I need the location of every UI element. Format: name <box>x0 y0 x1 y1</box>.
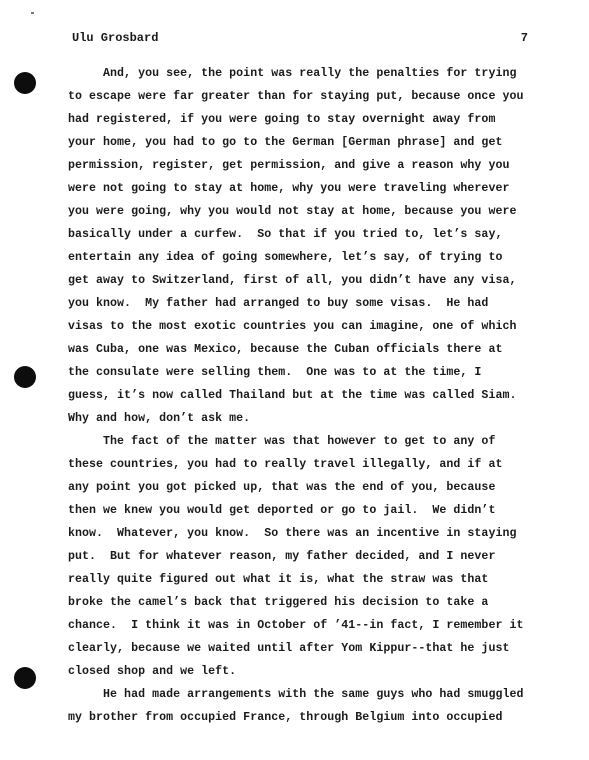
text-line: clearly, because we waited until after Yom Kippur--that he just <box>68 642 510 655</box>
punch-hole-bottom <box>14 667 36 689</box>
text-line: entertain any idea of going somewhere, let’s say, of trying to <box>68 251 503 264</box>
text-line: get away to Switzerland, first of all, you didn’t have any visa, <box>68 274 517 287</box>
scan-speck <box>31 12 34 14</box>
text-line: these countries, you had to really travel illegally, and if at <box>68 458 503 471</box>
text-line: know. Whatever, you know. So there was an incentive in staying <box>68 527 517 540</box>
text-line: broke the camel’s back that triggered his decision to take a <box>68 596 489 609</box>
page-header <box>72 31 528 49</box>
text-line: visas to the most exotic countries you can imagine, one of which <box>68 320 517 333</box>
text-line: any point you got picked up, that was the end of you, because <box>68 481 496 494</box>
text-line: you know. My father had arranged to buy some visas. He had <box>68 297 489 310</box>
punch-hole-middle <box>14 366 36 388</box>
text-line: put. But for whatever reason, my father decided, and I never <box>68 550 496 563</box>
punch-hole-top <box>14 72 36 94</box>
text-line: you were going, why you would not stay at home, because you were <box>68 205 517 218</box>
text-line: guess, it’s now called Thailand but at the time was called Siam. <box>68 389 517 402</box>
text-line: was Cuba, one was Mexico, because the Cuban officials there at <box>68 343 503 356</box>
text-line: And, you see, the point was really the penalties for trying <box>68 67 517 80</box>
text-line: your home, you had to go to the German [German phrase] and get <box>68 136 503 149</box>
page-number: 7 <box>520 31 528 45</box>
text-line: Why and how, don’t ask me. <box>68 412 251 425</box>
text-line: then we knew you would get deported or go to jail. We didn’t <box>68 504 496 517</box>
text-line: He had made arrangements with the same guys who had smuggled <box>68 688 524 701</box>
text-line: permission, register, get permission, and give a reason why you <box>68 159 510 172</box>
text-line: to escape were far greater than for staying put, because once you <box>68 90 524 103</box>
text-line: closed shop and we left. <box>68 665 237 678</box>
text-line: the consulate were selling them. One was to at the time, I <box>68 366 482 379</box>
text-line: had registered, if you were going to stay overnight away from <box>68 113 496 126</box>
text-line: my brother from occupied France, through Belgium into occupied <box>68 711 503 724</box>
header-name: Ulu Grosbard <box>72 31 159 45</box>
text-line: basically under a curfew. So that if you tried to, let’s say, <box>68 228 503 241</box>
text-line: The fact of the matter was that however to get to any of <box>68 435 496 448</box>
text-line: really quite figured out what it is, what the straw was that <box>68 573 489 586</box>
text-line: chance. I think it was in October of ’41--in fact, I remember it <box>68 619 524 632</box>
text-line: were not going to stay at home, why you were traveling wherever <box>68 182 510 195</box>
